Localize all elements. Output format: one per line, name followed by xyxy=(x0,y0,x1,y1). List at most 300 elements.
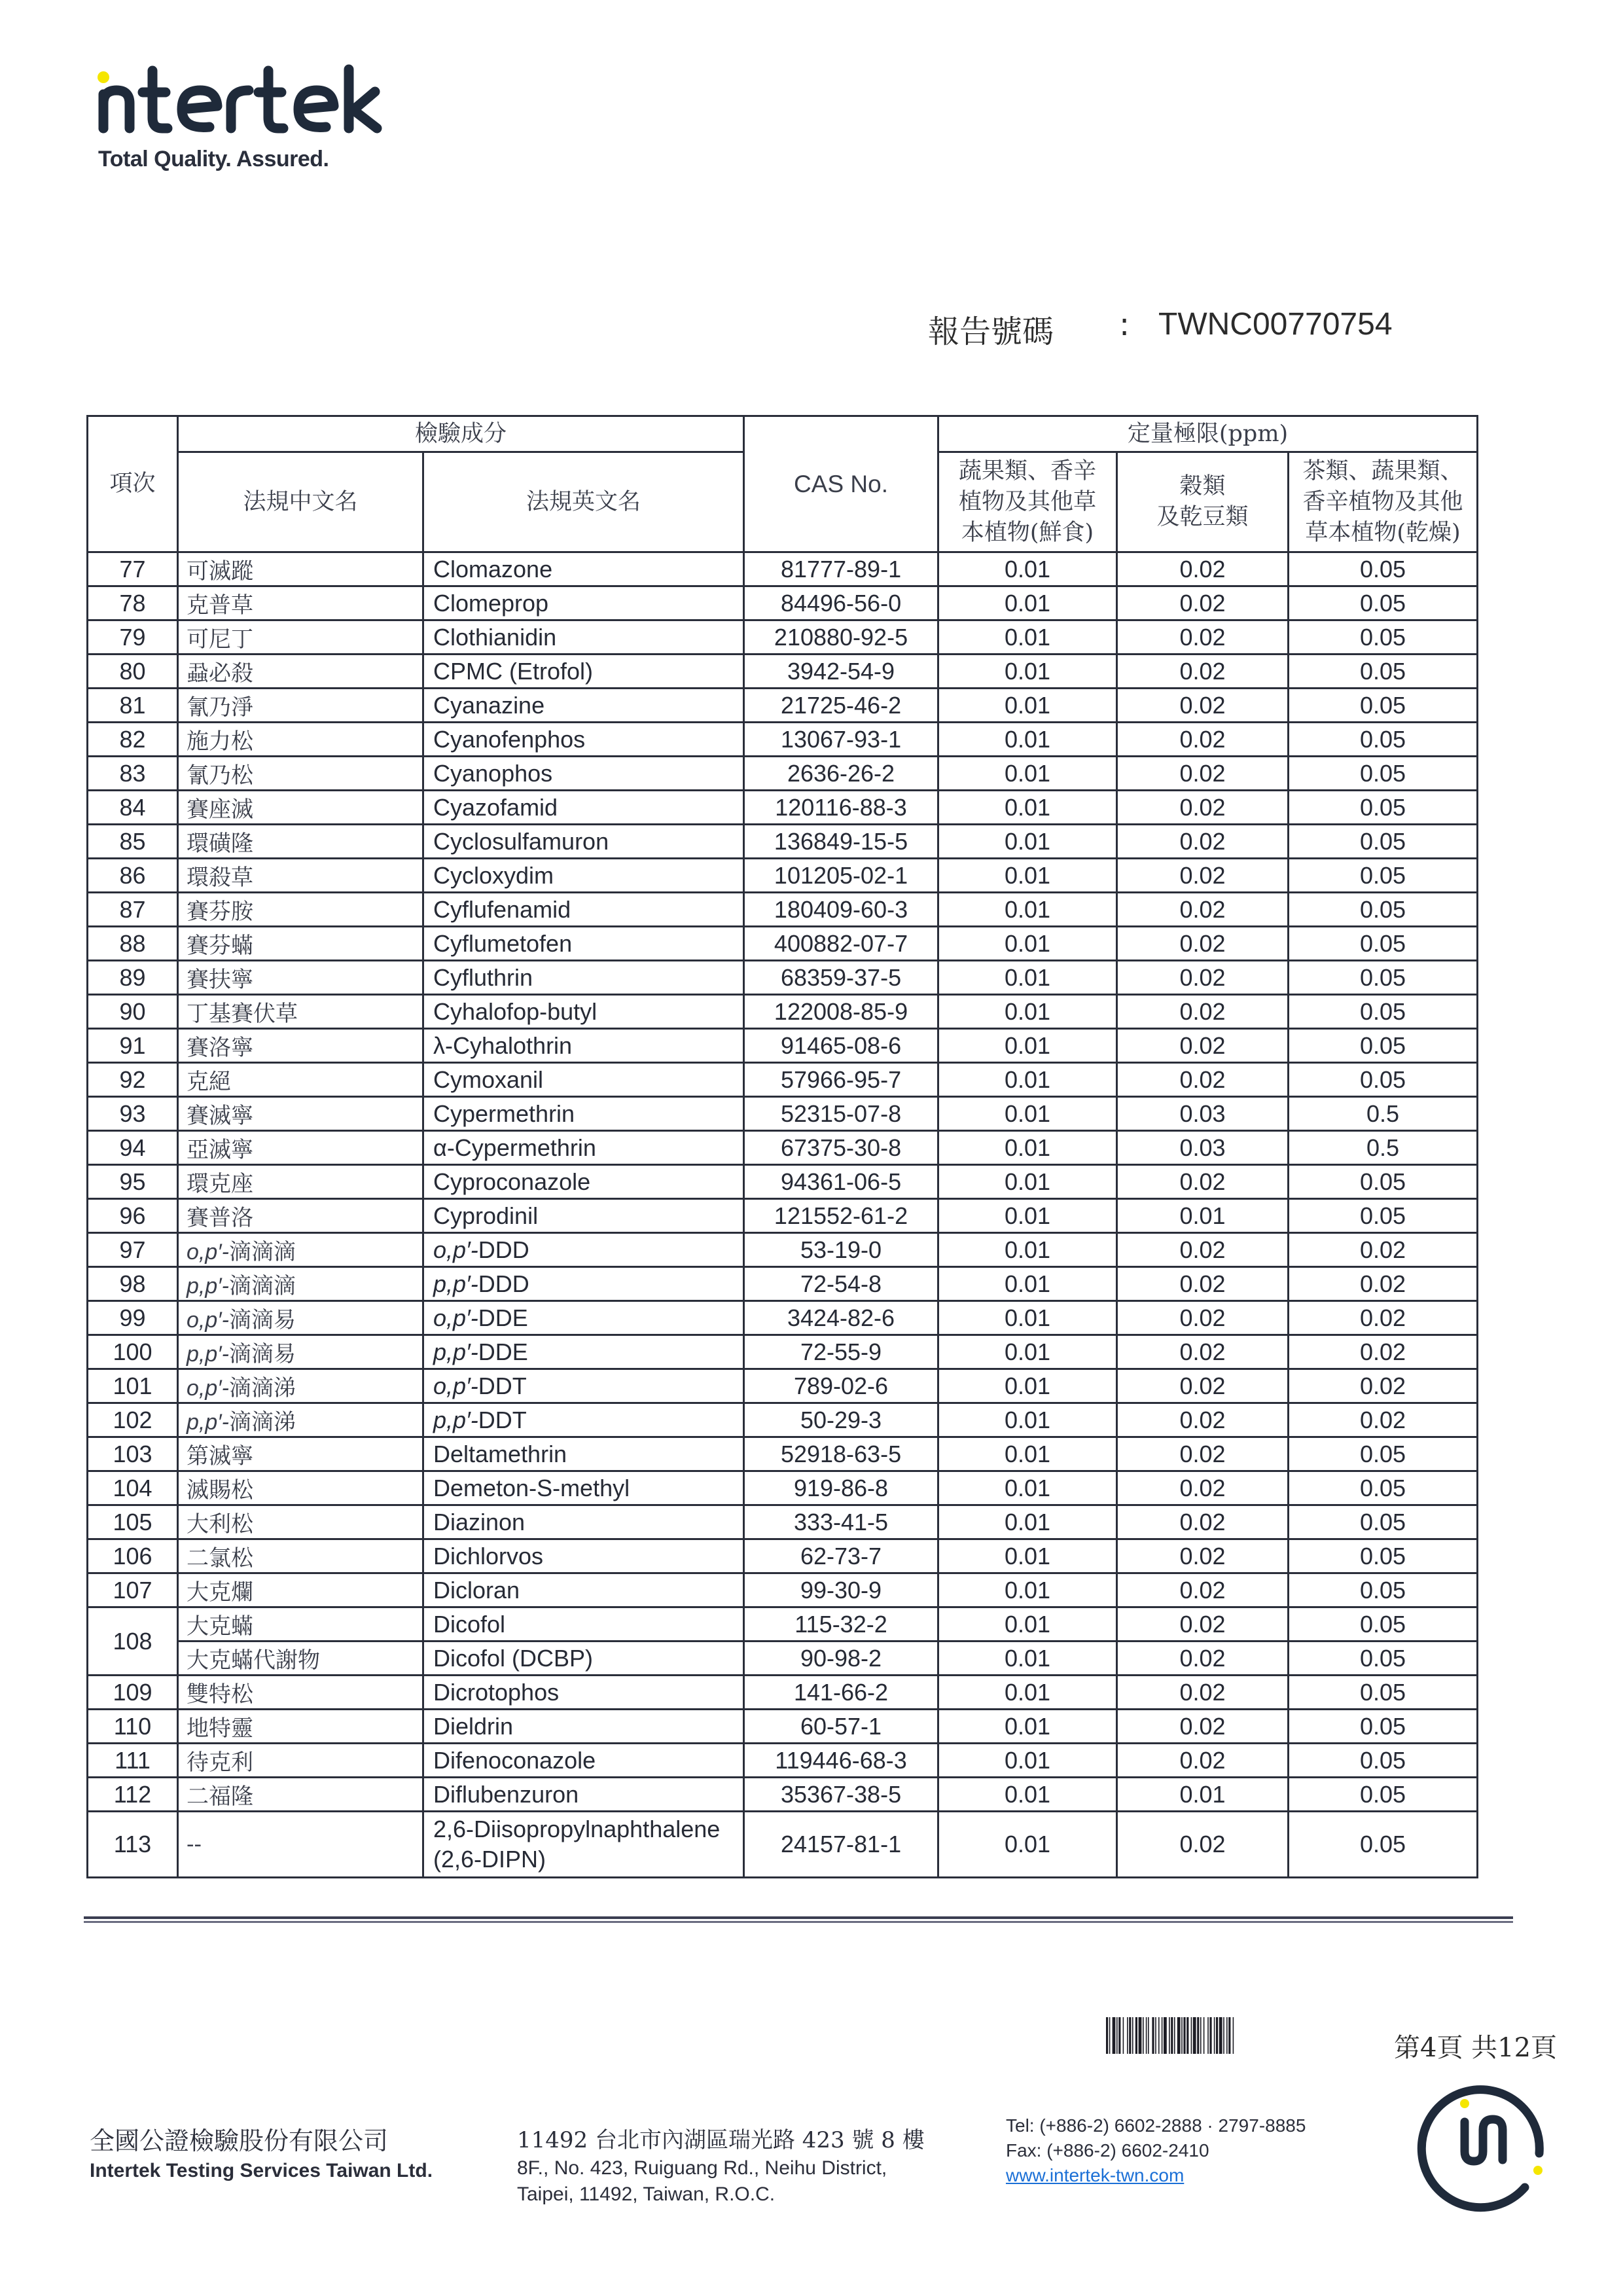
item-no-cell: 78 xyxy=(88,586,178,620)
barcode-bar xyxy=(1148,2017,1149,2054)
lod-dried-cell: 0.05 xyxy=(1289,620,1478,655)
english-name-cell xyxy=(423,1403,744,1437)
barcode xyxy=(1106,2017,1365,2054)
lod-grains-cell: 0.02 xyxy=(1117,1233,1289,1267)
header-lod-dried-line: 草本植物(乾燥) xyxy=(1305,519,1461,546)
lod-grains-cell: 0.02 xyxy=(1117,1505,1289,1539)
item-no-cell: 102 xyxy=(88,1403,178,1437)
fax: Fax: (+886-2) 6602-2410 xyxy=(1006,2140,1209,2161)
item-no-cell: 104 xyxy=(88,1471,178,1505)
isomer-prefix: p,p′- xyxy=(187,1410,229,1435)
chinese-name: 賽普洛 xyxy=(187,1205,253,1231)
header-lod-grains xyxy=(1117,452,1289,552)
cas-cell: 52315-07-8 xyxy=(744,1097,938,1131)
chinese-name: 滴滴滴 xyxy=(228,1273,296,1299)
english-name: Difenoconazole xyxy=(433,1746,596,1774)
lod-dried-cell: 0.05 xyxy=(1289,1199,1478,1233)
english-name-cell xyxy=(423,586,744,620)
lod-dried-cell: 0.5 xyxy=(1289,1097,1478,1131)
lod-grains-cell: 0.02 xyxy=(1117,552,1289,586)
lod-grains-cell: 0.02 xyxy=(1117,1539,1289,1573)
lod-dried-cell: 0.05 xyxy=(1289,961,1478,995)
lod-grains-cell: 0.02 xyxy=(1117,757,1289,791)
chinese-name: 待克利 xyxy=(187,1749,253,1776)
header-lod-fresh-line: 植物及其他草 xyxy=(959,488,1097,515)
header-lod-fresh-line: 本植物(鮮食) xyxy=(961,519,1094,546)
chinese-name-cell xyxy=(178,1437,423,1471)
intertek-circle-logo-icon xyxy=(1414,2076,1551,2214)
chinese-name-cell xyxy=(178,1335,423,1369)
chinese-name-cell xyxy=(178,961,423,995)
lod-grains-cell: 0.02 xyxy=(1117,689,1289,723)
chinese-name: 雙特松 xyxy=(187,1681,253,1708)
lod-fresh-cell: 0.01 xyxy=(938,1641,1117,1676)
chinese-name: 滴滴易 xyxy=(228,1341,296,1367)
english-name: Dicloran xyxy=(433,1576,520,1604)
lod-fresh-cell: 0.01 xyxy=(938,1573,1117,1607)
lod-fresh-cell: 0.01 xyxy=(938,586,1117,620)
lod-fresh-cell: 0.01 xyxy=(938,1403,1117,1437)
lod-grains-cell: 0.02 xyxy=(1117,1267,1289,1301)
lod-fresh-cell: 0.01 xyxy=(938,1335,1117,1369)
cas-cell: 57966-95-7 xyxy=(744,1063,938,1097)
barcode-bar xyxy=(1226,2017,1228,2054)
chinese-name: 亞滅寧 xyxy=(187,1137,253,1163)
table-row xyxy=(88,1539,1478,1573)
cas-cell: 24157-81-1 xyxy=(744,1812,938,1878)
address-en-line1: 8F., No. 423, Ruiguang Rd., Neihu District, xyxy=(517,2157,887,2179)
lod-dried-cell: 0.02 xyxy=(1289,1403,1478,1437)
cas-cell: 99-30-9 xyxy=(744,1573,938,1607)
english-name: DDT xyxy=(478,1406,527,1433)
english-name: λ-Cyhalothrin xyxy=(433,1031,573,1059)
lod-fresh-cell: 0.01 xyxy=(938,1097,1117,1131)
english-name: Cyanofenphos xyxy=(433,725,586,753)
chinese-name: 氰乃松 xyxy=(187,762,253,789)
report-number-colon: : xyxy=(1119,306,1130,343)
english-name-cell xyxy=(423,1369,744,1403)
barcode-bar xyxy=(1123,2017,1124,2054)
cas-cell: 67375-30-8 xyxy=(744,1131,938,1165)
chinese-name: 可滅蹤 xyxy=(187,558,253,584)
cas-cell: 789-02-6 xyxy=(744,1369,938,1403)
cas-cell: 101205-02-1 xyxy=(744,859,938,893)
cas-cell: 2636-26-2 xyxy=(744,757,938,791)
lod-dried-cell: 0.05 xyxy=(1289,1744,1478,1778)
english-name: Cyazofamid xyxy=(433,793,558,821)
chinese-name-cell xyxy=(178,1267,423,1301)
table-row xyxy=(88,791,1478,825)
lod-grains-cell: 0.02 xyxy=(1117,1029,1289,1063)
chinese-name-cell xyxy=(178,1573,423,1607)
english-name-cell xyxy=(423,1505,744,1539)
english-name: Clomeprop xyxy=(433,589,549,617)
item-no-cell: 90 xyxy=(88,995,178,1029)
cas-cell: 53-19-0 xyxy=(744,1233,938,1267)
chinese-name: 丁基賽伏草 xyxy=(187,1001,298,1027)
chinese-name-cell xyxy=(178,791,423,825)
lod-dried-cell: 0.05 xyxy=(1289,1063,1478,1097)
chinese-name-cell xyxy=(178,1301,423,1335)
chinese-name-cell xyxy=(178,1131,423,1165)
company-name-zh: 全國公證檢驗股份有限公司 xyxy=(90,2126,389,2155)
isomer-prefix: p,p′- xyxy=(433,1270,478,1297)
cas-cell: 115-32-2 xyxy=(744,1607,938,1641)
item-no-cell: 100 xyxy=(88,1335,178,1369)
english-name: DDT xyxy=(478,1372,527,1399)
english-name-cell xyxy=(423,655,744,689)
item-no-cell: 82 xyxy=(88,723,178,757)
english-name-cell xyxy=(423,723,744,757)
website-link[interactable]: www.intertek-twn.com xyxy=(1006,2165,1185,2185)
lod-dried-cell: 0.05 xyxy=(1289,586,1478,620)
lod-grains-cell: 0.02 xyxy=(1117,961,1289,995)
barcode-bar xyxy=(1106,2017,1108,2054)
barcode-bar xyxy=(1219,2017,1222,2054)
cas-cell: 121552-61-2 xyxy=(744,1199,938,1233)
chinese-name: 賽座滅 xyxy=(187,797,253,823)
lod-grains-cell: 0.02 xyxy=(1117,927,1289,961)
cas-cell: 35367-38-5 xyxy=(744,1778,938,1812)
cas-cell: 91465-08-6 xyxy=(744,1029,938,1063)
cas-cell: 13067-93-1 xyxy=(744,723,938,757)
chinese-name-cell xyxy=(178,1369,423,1403)
english-name-cell xyxy=(423,1165,744,1199)
lod-grains-cell: 0.02 xyxy=(1117,1063,1289,1097)
cas-cell: 84496-56-0 xyxy=(744,586,938,620)
table-row xyxy=(88,893,1478,927)
item-no-cell: 85 xyxy=(88,825,178,859)
lod-fresh-cell: 0.01 xyxy=(938,1369,1117,1403)
lod-dried-cell: 0.05 xyxy=(1289,1505,1478,1539)
chinese-name-cell xyxy=(178,859,423,893)
english-name: Diazinon xyxy=(433,1508,526,1535)
chinese-name-cell xyxy=(178,1641,423,1676)
lod-dried-cell: 0.5 xyxy=(1289,1131,1478,1165)
lod-dried-cell: 0.05 xyxy=(1289,1437,1478,1471)
chinese-name-cell xyxy=(178,1063,423,1097)
barcode-bar xyxy=(1109,2017,1111,2054)
cas-cell: 72-54-8 xyxy=(744,1267,938,1301)
table-row xyxy=(88,1710,1478,1744)
english-name-cell xyxy=(423,927,744,961)
lod-fresh-cell: 0.01 xyxy=(938,1199,1117,1233)
english-name-cell xyxy=(423,1233,744,1267)
item-no-cell: 108 xyxy=(88,1607,178,1676)
chinese-name: 大利松 xyxy=(187,1511,253,1537)
english-name-cell xyxy=(423,1778,744,1812)
english-name-cell xyxy=(423,1812,744,1878)
table-row xyxy=(88,689,1478,723)
chinese-name-cell xyxy=(178,1097,423,1131)
lod-dried-cell: 0.05 xyxy=(1289,1165,1478,1199)
english-name-cell xyxy=(423,1744,744,1778)
report-number-label: 報告號碼 xyxy=(928,314,1054,350)
header-chinese-name: 法規中文名 xyxy=(178,452,423,552)
barcode-bar xyxy=(1214,2017,1215,2054)
lod-dried-cell: 0.02 xyxy=(1289,1369,1478,1403)
cas-cell: 3942-54-9 xyxy=(744,655,938,689)
barcode-bar xyxy=(1158,2017,1160,2054)
lod-grains-cell: 0.02 xyxy=(1117,1471,1289,1505)
item-no-cell: 89 xyxy=(88,961,178,995)
chinese-name: 賽滅寧 xyxy=(187,1103,253,1129)
chinese-name: 賽扶寧 xyxy=(187,967,253,993)
barcode-bar xyxy=(1191,2017,1192,2054)
barcode-bar xyxy=(1177,2017,1181,2054)
lod-dried-cell: 0.05 xyxy=(1289,825,1478,859)
chinese-name: 滴滴易 xyxy=(228,1307,296,1333)
table-row xyxy=(88,552,1478,586)
isomer-prefix: o,p′- xyxy=(187,1240,229,1265)
lod-dried-cell: 0.02 xyxy=(1289,1335,1478,1369)
chinese-name: 克普草 xyxy=(187,592,253,619)
english-name: Cypermethrin xyxy=(433,1100,575,1127)
lod-grains-cell: 0.02 xyxy=(1117,1676,1289,1710)
item-no-cell: 92 xyxy=(88,1063,178,1097)
cas-cell: 210880-92-5 xyxy=(744,620,938,655)
lod-dried-cell: 0.02 xyxy=(1289,1267,1478,1301)
address-zh: 11492 台北市內湖區瑞光路 423 號 8 樓 xyxy=(517,2127,925,2153)
lod-fresh-cell: 0.01 xyxy=(938,689,1117,723)
isomer-prefix: p,p′- xyxy=(433,1338,478,1365)
english-name-cell xyxy=(423,1063,744,1097)
telephone: Tel: (+886-2) 6602-2888 · 2797-8885 xyxy=(1006,2115,1306,2136)
english-name: Cyclosulfamuron xyxy=(433,827,609,855)
lod-dried-cell: 0.05 xyxy=(1289,1676,1478,1710)
chinese-name-cell xyxy=(178,1199,423,1233)
barcode-bar xyxy=(1152,2017,1154,2054)
barcode-bar xyxy=(1174,2017,1175,2054)
item-no-cell: 96 xyxy=(88,1199,178,1233)
item-no-cell: 86 xyxy=(88,859,178,893)
chinese-name-cell xyxy=(178,552,423,586)
chinese-name: 滴滴涕 xyxy=(228,1375,296,1401)
table-row xyxy=(88,1131,1478,1165)
table-row xyxy=(88,757,1478,791)
header-english-name: 法規英文名 xyxy=(423,452,744,552)
header-lod-dried xyxy=(1289,452,1478,552)
lod-fresh-cell: 0.01 xyxy=(938,1744,1117,1778)
chinese-name-cell xyxy=(178,1812,423,1878)
barcode-bar xyxy=(1183,2017,1185,2054)
item-no-cell: 106 xyxy=(88,1539,178,1573)
chinese-name-cell xyxy=(178,1505,423,1539)
chinese-name: 大克爛 xyxy=(187,1579,253,1605)
item-no-cell: 97 xyxy=(88,1233,178,1267)
item-no-cell: 81 xyxy=(88,689,178,723)
lod-fresh-cell: 0.01 xyxy=(938,1778,1117,1812)
english-name-cell xyxy=(423,961,744,995)
cas-cell: 90-98-2 xyxy=(744,1641,938,1676)
chinese-name: 克絕 xyxy=(187,1069,231,1095)
limit-of-quantification-table xyxy=(86,415,1478,1878)
chinese-name-cell xyxy=(178,927,423,961)
lod-fresh-cell: 0.01 xyxy=(938,1676,1117,1710)
item-no-cell: 113 xyxy=(88,1812,178,1878)
item-no-cell: 77 xyxy=(88,552,178,586)
english-name-cell xyxy=(423,1267,744,1301)
lod-grains-cell: 0.02 xyxy=(1117,1403,1289,1437)
table-row xyxy=(88,859,1478,893)
english-name: DDD xyxy=(478,1236,529,1263)
lod-fresh-cell: 0.01 xyxy=(938,1131,1117,1165)
lod-fresh-cell: 0.01 xyxy=(938,961,1117,995)
lod-grains-cell: 0.02 xyxy=(1117,1301,1289,1335)
table-row xyxy=(88,1676,1478,1710)
table-row xyxy=(88,1471,1478,1505)
english-name-cell xyxy=(423,1607,744,1641)
table-row xyxy=(88,1063,1478,1097)
isomer-prefix: p,p′- xyxy=(187,1274,229,1299)
lod-dried-cell: 0.05 xyxy=(1289,1539,1478,1573)
header-lod-fresh xyxy=(938,452,1117,552)
english-name: Dicrotophos xyxy=(433,1678,560,1706)
lod-fresh-cell: 0.01 xyxy=(938,1301,1117,1335)
english-name: Clomazone xyxy=(433,555,553,583)
lod-dried-cell: 0.05 xyxy=(1289,552,1478,586)
lod-grains-cell: 0.02 xyxy=(1117,655,1289,689)
chinese-name: 滴滴涕 xyxy=(228,1409,296,1435)
table-row xyxy=(88,1744,1478,1778)
item-no-cell: 79 xyxy=(88,620,178,655)
lod-grains-cell: 0.02 xyxy=(1117,1607,1289,1641)
english-name: 2,6-Diisopropylnaphthalene (2,6-DIPN) xyxy=(433,1816,721,1873)
barcode-bar xyxy=(1228,2017,1230,2054)
lod-dried-cell: 0.05 xyxy=(1289,655,1478,689)
chinese-name: 地特靈 xyxy=(187,1715,253,1742)
lod-fresh-cell: 0.01 xyxy=(938,893,1117,927)
chinese-name: -- xyxy=(187,1831,202,1857)
english-name: Cyproconazole xyxy=(433,1168,591,1195)
lod-grains-cell: 0.01 xyxy=(1117,1199,1289,1233)
lod-grains-cell: 0.02 xyxy=(1117,586,1289,620)
english-name: Demeton-S-methyl xyxy=(433,1474,630,1501)
barcode-bar xyxy=(1164,2017,1167,2054)
lod-dried-cell: 0.05 xyxy=(1289,1573,1478,1607)
isomer-prefix: o,p′- xyxy=(187,1308,229,1333)
lod-dried-cell: 0.05 xyxy=(1289,1029,1478,1063)
chinese-name: 環磺隆 xyxy=(187,831,253,857)
chinese-name: 可尼丁 xyxy=(187,626,253,653)
english-name-cell xyxy=(423,1029,744,1063)
chinese-name: 二福隆 xyxy=(187,1784,253,1810)
chinese-name-cell xyxy=(178,689,423,723)
chinese-name-cell xyxy=(178,1403,423,1437)
lod-grains-cell: 0.02 xyxy=(1117,1744,1289,1778)
cas-cell: 120116-88-3 xyxy=(744,791,938,825)
lod-dried-cell: 0.05 xyxy=(1289,723,1478,757)
lod-fresh-cell: 0.01 xyxy=(938,1267,1117,1301)
lod-fresh-cell: 0.01 xyxy=(938,1812,1117,1878)
table-row xyxy=(88,1097,1478,1131)
footer-divider xyxy=(84,1916,1513,1919)
chinese-name-cell xyxy=(178,995,423,1029)
english-name: Cyanazine xyxy=(433,691,545,719)
lod-fresh-cell: 0.01 xyxy=(938,1539,1117,1573)
lod-dried-cell: 0.05 xyxy=(1289,1607,1478,1641)
table-row xyxy=(88,586,1478,620)
cas-cell: 919-86-8 xyxy=(744,1471,938,1505)
lod-grains-cell: 0.02 xyxy=(1117,1437,1289,1471)
chinese-name: 大克蟎代謝物 xyxy=(187,1647,320,1674)
barcode-bar xyxy=(1204,2017,1205,2054)
table-row xyxy=(88,1505,1478,1539)
english-name: Deltamethrin xyxy=(433,1440,567,1467)
english-name-cell xyxy=(423,689,744,723)
english-name: Clothianidin xyxy=(433,623,557,651)
table-row xyxy=(88,1369,1478,1403)
item-no-cell: 109 xyxy=(88,1676,178,1710)
english-name: Cycloxydim xyxy=(433,861,554,889)
english-name: Cyhalofop-butyl xyxy=(433,997,597,1025)
barcode-bar xyxy=(1223,2017,1224,2054)
chinese-name: 賽芬蟎 xyxy=(187,933,253,959)
item-no-cell: 103 xyxy=(88,1437,178,1471)
header-lod-fresh-line: 蔬果類、香辛 xyxy=(959,457,1097,484)
english-name: α-Cypermethrin xyxy=(433,1134,596,1161)
lod-fresh-cell: 0.01 xyxy=(938,620,1117,655)
table-row xyxy=(88,1301,1478,1335)
barcode-bar xyxy=(1118,2017,1120,2054)
english-name-cell xyxy=(423,1335,744,1369)
cas-cell: 119446-68-3 xyxy=(744,1744,938,1778)
item-no-cell: 83 xyxy=(88,757,178,791)
english-name: Cyanophos xyxy=(433,759,553,787)
english-name: Dicofol xyxy=(433,1610,506,1638)
lod-grains-cell: 0.02 xyxy=(1117,1710,1289,1744)
table-row xyxy=(88,1199,1478,1233)
chinese-name: 環殺草 xyxy=(187,865,253,891)
barcode-bar xyxy=(1200,2017,1202,2054)
chinese-name-cell xyxy=(178,757,423,791)
lod-grains-cell: 0.02 xyxy=(1117,995,1289,1029)
english-name-cell xyxy=(423,1641,744,1676)
item-no-cell: 107 xyxy=(88,1573,178,1607)
cas-cell: 81777-89-1 xyxy=(744,552,938,586)
cas-cell: 72-55-9 xyxy=(744,1335,938,1369)
english-name: CPMC (Etrofol) xyxy=(433,657,594,685)
chinese-name-cell xyxy=(178,586,423,620)
cas-cell: 21725-46-2 xyxy=(744,689,938,723)
chinese-name-cell xyxy=(178,1676,423,1710)
item-no-cell: 111 xyxy=(88,1744,178,1778)
address-en-line2: Taipei, 11492, Taiwan, R.O.C. xyxy=(517,2183,776,2205)
chinese-name-cell xyxy=(178,1029,423,1063)
cas-cell: 52918-63-5 xyxy=(744,1437,938,1471)
lod-fresh-cell: 0.01 xyxy=(938,1063,1117,1097)
item-no-cell: 80 xyxy=(88,655,178,689)
barcode-bar xyxy=(1169,2017,1170,2054)
table-row xyxy=(88,1778,1478,1812)
lod-grains-cell: 0.02 xyxy=(1117,1369,1289,1403)
english-name-cell xyxy=(423,791,744,825)
lod-grains-cell: 0.02 xyxy=(1117,791,1289,825)
chinese-name: 施力松 xyxy=(187,728,253,755)
isomer-prefix: p,p′- xyxy=(433,1406,478,1433)
item-no-cell: 84 xyxy=(88,791,178,825)
table-row xyxy=(88,1029,1478,1063)
page-number: 第4頁 共12頁 xyxy=(1394,2033,1558,2063)
isomer-prefix: o,p′- xyxy=(433,1236,478,1263)
chinese-name: 環克座 xyxy=(187,1171,253,1197)
item-no-cell: 112 xyxy=(88,1778,178,1812)
chinese-name: 賽芬胺 xyxy=(187,899,253,925)
lod-dried-cell: 0.05 xyxy=(1289,893,1478,927)
barcode-bar xyxy=(1129,2017,1131,2054)
english-name-cell xyxy=(423,1539,744,1573)
english-name: Dieldrin xyxy=(433,1712,514,1740)
